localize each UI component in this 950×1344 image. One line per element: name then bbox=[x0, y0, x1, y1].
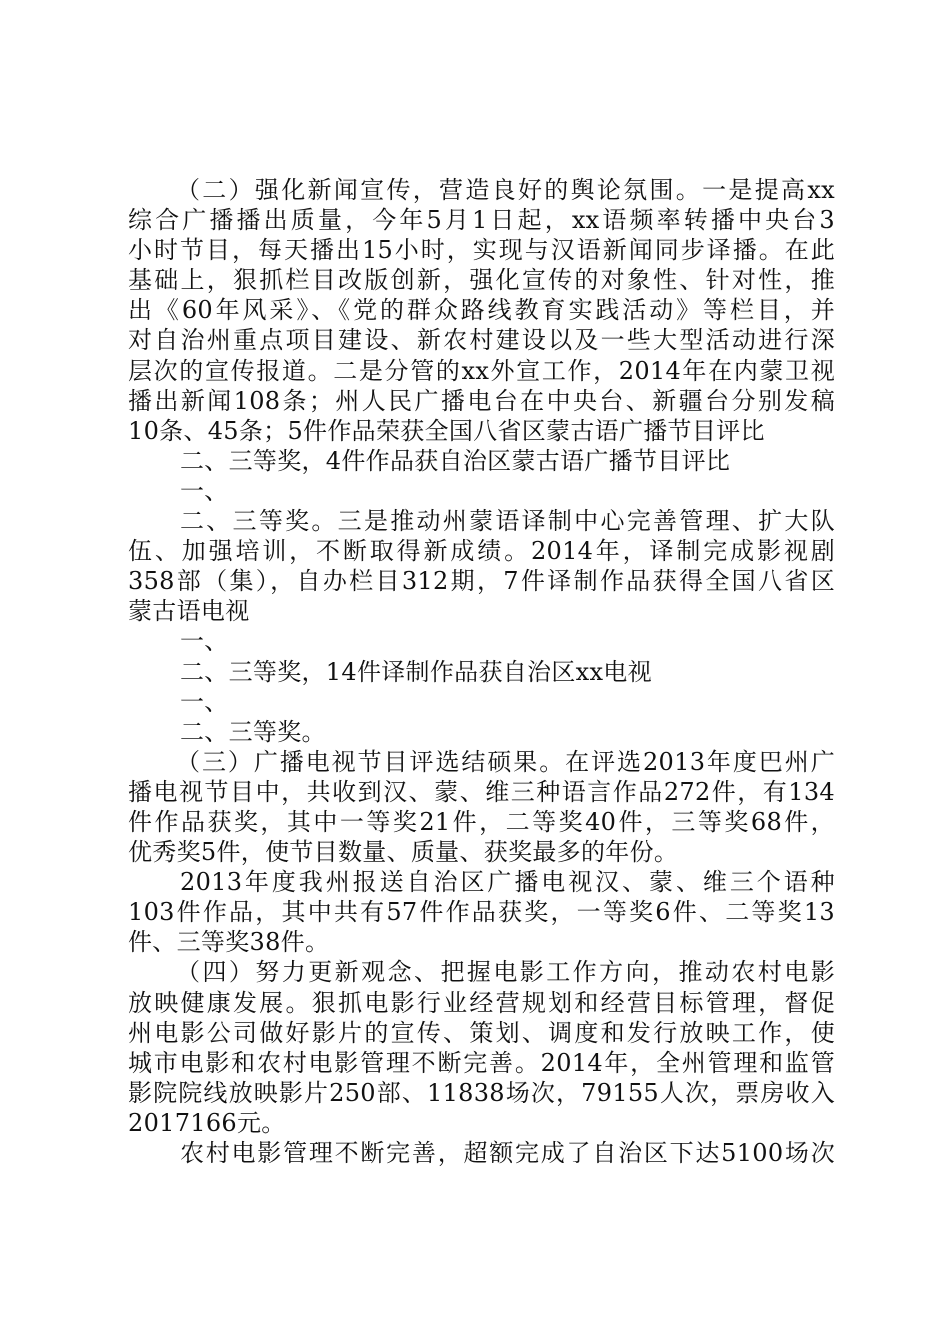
paragraph-line: 影院院线放映影片250部、11838场次，79155人次，票房收入 bbox=[128, 1078, 835, 1107]
paragraph-line: 放映健康发展。狠抓电影行业经营规划和经营目标管理，督促 bbox=[128, 988, 835, 1017]
paragraph-line: 二、三等奖，4件作品获自治区蒙古语广播节目评比 bbox=[180, 446, 731, 475]
paragraph-line: （二）强化新闻宣传，营造良好的舆论氛围。一是提高xx bbox=[176, 176, 835, 204]
paragraph-line: 小时节目，每天播出15小时，实现与汉语新闻同步译播。在此 bbox=[128, 236, 835, 265]
paragraph-line: 农村电影管理不断完善，超额完成了自治区下达5100场次 bbox=[180, 1139, 835, 1167]
paragraph-line: 二、三等奖，14件译制作品获自治区xx电视 bbox=[180, 657, 652, 686]
paragraph-line: 一、 bbox=[180, 687, 229, 716]
paragraph-line: 103件作品，其中共有57件作品获奖，一等奖6件、二等奖13 bbox=[128, 898, 835, 927]
document-body bbox=[128, 175, 835, 1168]
paragraph-line: 2013年度我州报送自治区广播电视汉、蒙、维三个语种 bbox=[180, 868, 835, 897]
paragraph-line: 播出新闻108条；州人民广播电台在中央台、新疆台分别发稿 bbox=[128, 386, 835, 415]
paragraph-line: 358部（集），自办栏目312期，7件译制作品获得全国八省区 bbox=[128, 567, 835, 596]
paragraph-line: 对自治州重点项目建设、新农村建设以及一些大型活动进行深 bbox=[128, 326, 835, 355]
paragraph-line: 一、 bbox=[180, 476, 229, 505]
paragraph-line: 城市电影和农村电影管理不断完善。2014年，全州管理和监管 bbox=[128, 1048, 835, 1077]
paragraph-line: 基础上，狠抓栏目改版创新，强化宣传的对象性、针对性，推 bbox=[128, 266, 835, 295]
paragraph-line: 件、三等奖38件。 bbox=[128, 928, 330, 957]
paragraph-line: 2017166元。 bbox=[128, 1108, 286, 1137]
paragraph-line: （四）努力更新观念、把握电影工作方向，推动农村电影 bbox=[176, 958, 835, 987]
paragraph-line: 出《60年风采》、《党的群众路线教育实践活动》等栏目，并 bbox=[128, 296, 835, 325]
paragraph-line: 优秀奖5件，使节目数量、质量、获奖最多的年份。 bbox=[128, 838, 679, 867]
paragraph-line: 综合广播播出质量，今年5月1日起，xx语频率转播中央台3 bbox=[128, 206, 835, 235]
paragraph-line: 二、三等奖。三是推动州蒙语译制中心完善管理、扩大队 bbox=[180, 507, 835, 536]
paragraph-line: 州电影公司做好影片的宣传、策划、调度和发行放映工作，使 bbox=[128, 1018, 835, 1047]
paragraph-line: 件作品获奖，其中一等奖21件，二等奖40件，三等奖68件， bbox=[128, 807, 835, 836]
paragraph-line: 层次的宣传报道。二是分管的xx外宣工作，2014年在内蒙卫视 bbox=[128, 356, 835, 385]
paragraph-line: 二、三等奖。 bbox=[180, 717, 326, 746]
paragraph-line: 播电视节目中，共收到汉、蒙、维三种语言作品272件，有134 bbox=[128, 777, 835, 806]
paragraph-line: （三）广播电视节目评选结硕果。在评选2013年度巴州广 bbox=[176, 747, 835, 776]
paragraph-line: 蒙古语电视 bbox=[128, 597, 250, 626]
paragraph-line: 伍、加强培训，不断取得新成绩。2014年，译制完成影视剧 bbox=[128, 537, 835, 566]
paragraph-line: 一、 bbox=[180, 627, 229, 656]
paragraph-line: 10条、45条；5件作品荣获全国八省区蒙古语广播节目评比 bbox=[128, 416, 765, 445]
